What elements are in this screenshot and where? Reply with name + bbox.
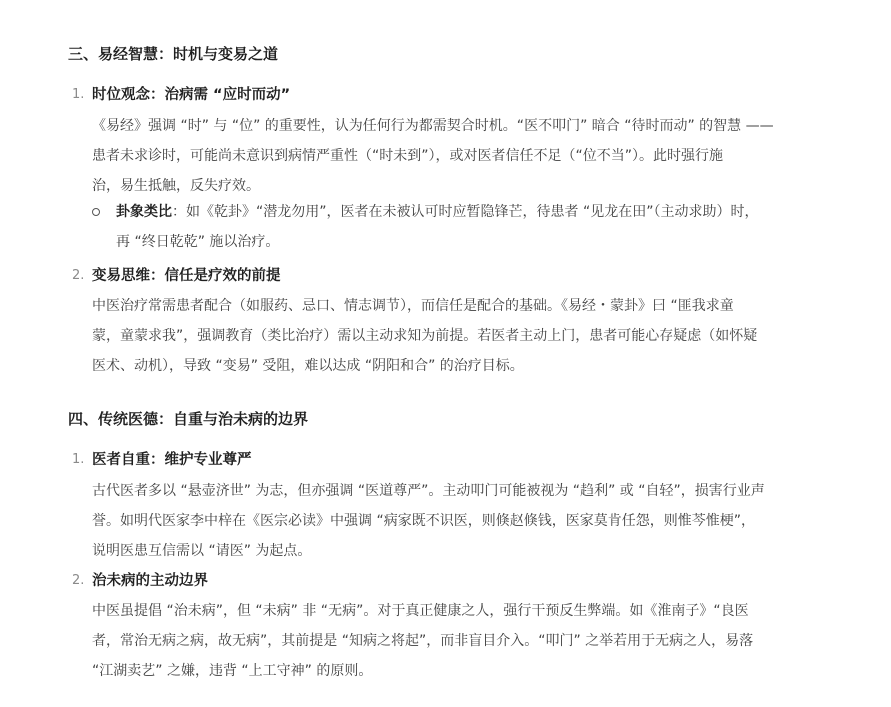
paragraph-line: 蒙，童蒙求我”，强调教育（类比治疗）需以主动求知为前提。若医者主动上门，患者可能心存疑虑（如怀疑 — [92, 328, 758, 344]
paragraph-line: 医术、动机），导致 “变易” 受阻，难以达成 “阴阳和合” 的治疗目标。 — [92, 358, 524, 374]
paragraph-line: 中医治疗常需患者配合（如服药、忌口、情志调节），而信任是配合的基础。《易经・蒙卦》曰 “匪我求童 — [92, 298, 734, 314]
item-paragraph — [92, 291, 862, 381]
bullet-circle-icon — [92, 208, 100, 216]
paragraph-line: 古代医者多以 “悬壶济世” 为志，但亦强调 “医道尊严”。主动叩门可能被视为 “趋利” 或 “自轻”，损害行业声 — [92, 483, 765, 499]
paragraph-line: “江湖卖艺” 之嫌，违背 “上工守神” 的原则。 — [92, 663, 373, 679]
bullet-lead: 卦象类比 — [116, 204, 172, 220]
bullet-line: 再 “终日乾乾” 施以治疗。 — [116, 234, 280, 250]
bullet-line — [116, 197, 856, 227]
item-title: 医者自重：维护专业尊严 — [92, 452, 252, 468]
item-paragraph — [92, 111, 862, 201]
paragraph-line: 《易经》强调 “时” 与 “位” 的重要性，认为任何行为都需契合时机。“医不叩门” 暗合 “待时而动” 的智慧 —— — [92, 118, 774, 134]
list-number: 1. — [72, 452, 85, 467]
list-number: 1. — [72, 87, 85, 102]
section-heading: 四、传统医德：自重与治未病的边界 — [68, 410, 309, 428]
item-paragraph — [92, 596, 862, 686]
item-paragraph — [92, 476, 862, 566]
list-number: 2. — [72, 573, 85, 588]
item-title: 治未病的主动边界 — [92, 573, 208, 589]
paragraph-line: 誉。如明代医家李中梓在《医宗必读》中强调 “病家既不识医，则倏赵倏钱，医家莫肯任怨，则惟芩惟梗”， — [92, 513, 755, 529]
item-title: 时位观念：治病需 “应时而动” — [92, 87, 291, 103]
section-heading: 三、易经智慧：时机与变易之道 — [68, 45, 279, 63]
paragraph-line: 者，常治无病之病，故无病”，其前提是 “知病之将起”，而非盲目介入。“叩门” 之举若用于无病之人，易落 — [92, 633, 754, 649]
paragraph-line: 中医虽提倡 “治未病”，但 “未病” 非 “无病”。对于真正健康之人，强行干预反生弊端。如《淮南子》“良医 — [92, 603, 749, 619]
list-number: 2. — [72, 268, 85, 283]
bullet-text: ：如《乾卦》“潜龙勿用”，医者在未被认可时应暂隐锋芒，待患者 “见龙在田”（主动求助）时， — [172, 204, 759, 220]
paragraph-line: 治，易生抵触，反失疗效。 — [92, 178, 260, 194]
paragraph-line: 说明医患互信需以 “请医” 为起点。 — [92, 543, 312, 559]
paragraph-line: 患者未求诊时，可能尚未意识到病情严重性（“时未到”），或对医者信任不足（“位不当”）。此时强行施 — [92, 148, 724, 164]
item-title: 变易思维：信任是疗效的前提 — [92, 268, 281, 284]
bullet-paragraph — [116, 197, 856, 257]
